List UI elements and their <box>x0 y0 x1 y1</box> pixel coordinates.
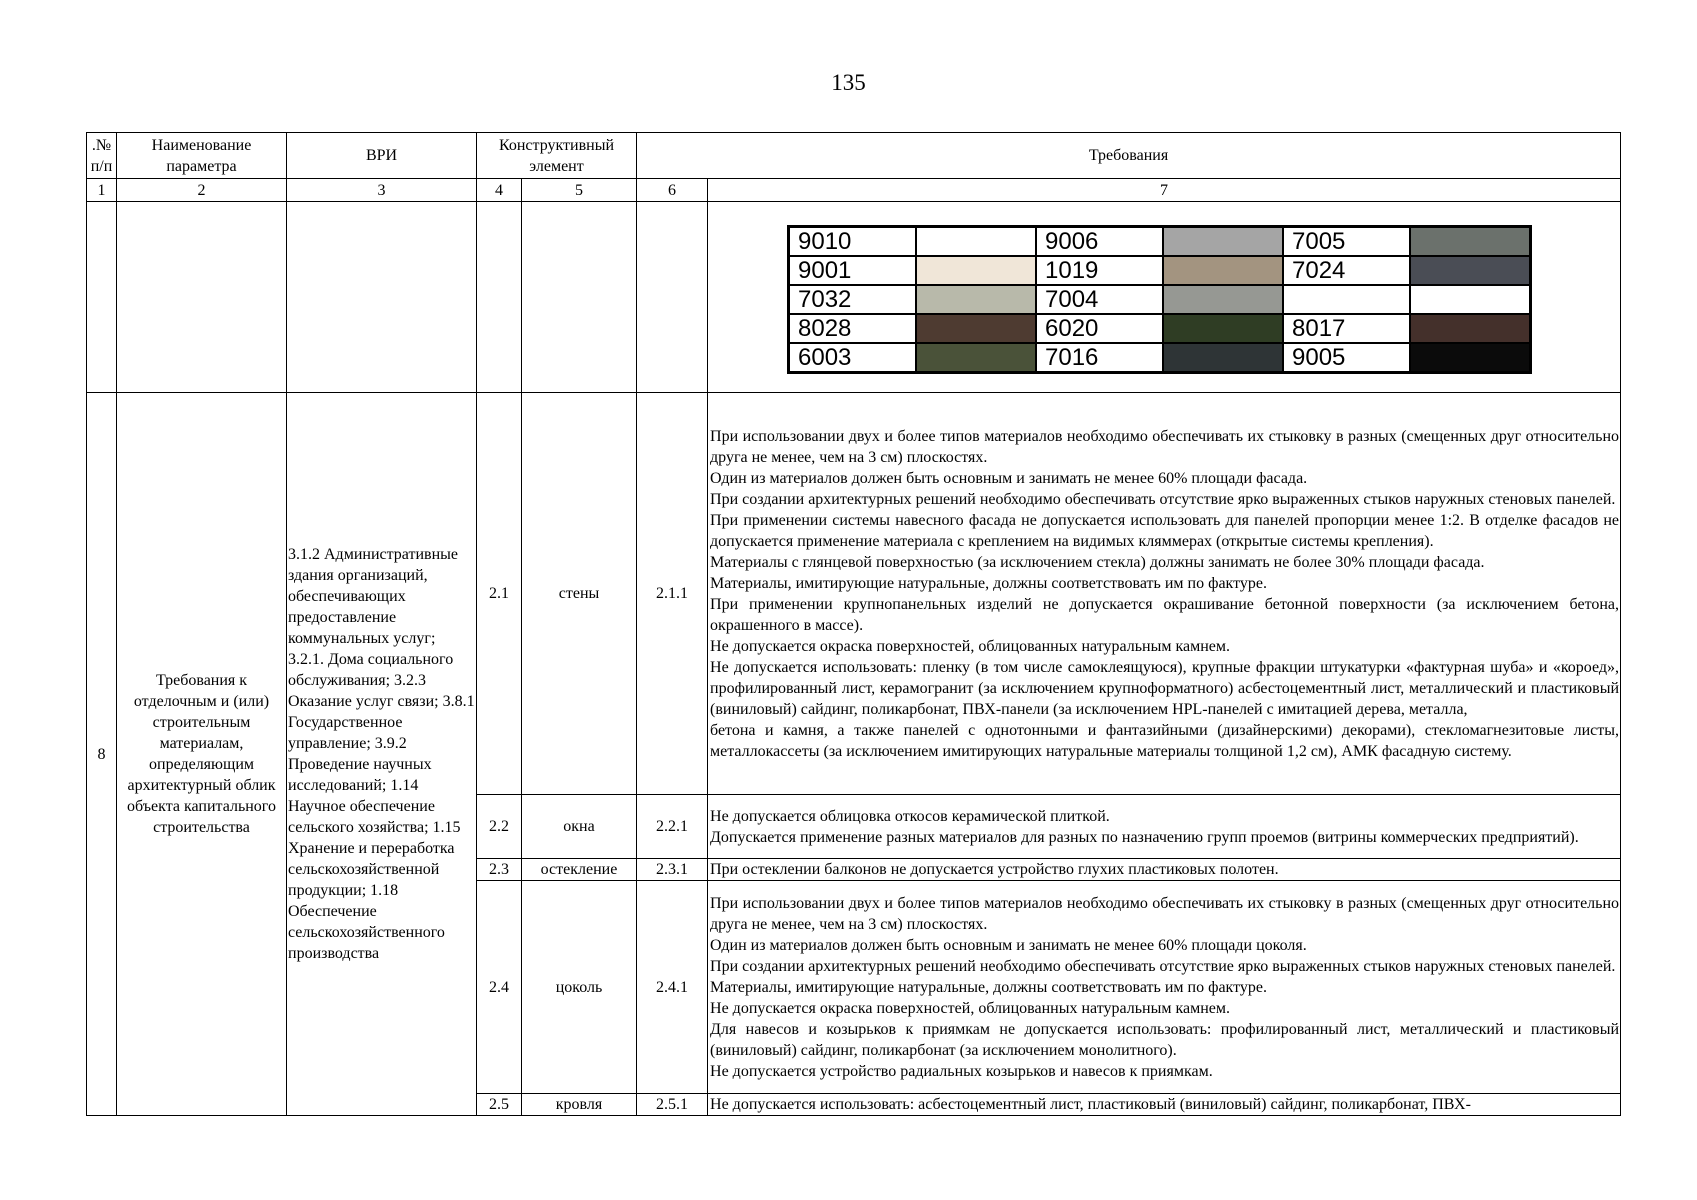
vri-list: 3.1.2 Административные здания организаций, обеспечивающих предоставление коммунальных услуг; 3.2.1. Дома социального обслуживания; 3.2.3 Оказание услуг связи; 3.8.1 Государственное управление; 3.9.2 Проведение научных исследований; 1.14 Научное обеспечение сельского хозяйства; 1.15 Хранение и переработка сельскохозяйственной продукции; 1.18 Обеспечение сельскохозяйственного производства <box>287 393 477 1116</box>
requirement-paragraph: При применении системы навесного фасада не допускается использовать для панелей пропорции менее 1:2. В отделке фасадов не допускается применение материала с креплением на видимых кляммерах (открытые системы крепления). <box>710 511 1620 550</box>
requirement-paragraph: При применении крупнопанельных изделий не допускается окрашивание бетонной поверхности (за исключением бетона, окрашенного в массе). <box>710 595 1620 634</box>
color-swatch <box>916 343 1036 373</box>
color-swatch <box>1163 314 1283 343</box>
requirement-paragraph: Один из материалов должен быть основным и занимать не менее 60% площади фасада. <box>710 469 1308 487</box>
requirement-paragraph: Не допускается устройство радиальных козырьков и навесов к приямкам. <box>710 1062 1213 1080</box>
color-swatch <box>1410 256 1531 285</box>
requirement-paragraph: При остеклении балконов не допускается устройство глухих пластиковых полотен. <box>710 861 1279 878</box>
requirement-paragraph: Не допускается облицовка откосов керамической плиткой. <box>710 807 1110 825</box>
ral-code: 9006 <box>1036 227 1163 257</box>
ral-row <box>789 343 1531 373</box>
ral-code: 6003 <box>789 343 917 373</box>
requirement-paragraph: При использовании двух и более типов материалов необходимо обеспечивать их стыковку в разных (смещенных друг относительно друга не менее, чем на 3 см) плоскостях. <box>710 427 1620 466</box>
requirement-paragraph: При создании архитектурных решений необходимо обеспечивать отсутствие ярко выраженных стыков наружных стеновых панелей. <box>710 490 1616 508</box>
requirement-code: 2.4.1 <box>637 881 708 1094</box>
ral-code <box>1283 285 1410 314</box>
ral-row <box>789 285 1531 314</box>
header-vri: ВРИ <box>287 133 477 179</box>
element-name: остекление <box>522 859 637 881</box>
column-number: 6 <box>637 179 708 202</box>
color-table-row <box>87 202 1621 393</box>
requirement-paragraph: При создании архитектурных решений необходимо обеспечивать отсутствие ярко выраженных стыков наружных стеновых панелей. <box>710 957 1616 975</box>
element-name: стены <box>522 393 637 795</box>
ral-code: 6020 <box>1036 314 1163 343</box>
requirement-paragraph: Материалы, имитирующие натуральные, должны соответствовать им по фактуре. <box>710 978 1267 996</box>
color-swatch <box>1163 285 1283 314</box>
color-swatch <box>1163 343 1283 373</box>
requirement-paragraph: Один из материалов должен быть основным и занимать не менее 60% площади цоколя. <box>710 936 1307 954</box>
requirement-text <box>708 393 1621 795</box>
requirement-code: 2.1.1 <box>637 393 708 795</box>
color-swatch <box>916 227 1036 257</box>
requirement-paragraph: Допускается применение разных материалов для разных по назначению групп проемов (витрины коммерческих предприятий). <box>710 828 1579 846</box>
requirement-text <box>708 1094 1621 1116</box>
element-code: 2.2 <box>477 795 522 859</box>
requirement-paragraph: Материалы, имитирующие натуральные, должны соответствовать им по фактуре. <box>710 574 1267 592</box>
ral-color-table <box>787 225 1532 374</box>
color-swatch <box>916 285 1036 314</box>
column-number: 3 <box>287 179 477 202</box>
ral-code: 8028 <box>789 314 917 343</box>
element-name: окна <box>522 795 637 859</box>
ral-code: 9005 <box>1283 343 1410 373</box>
column-number: 7 <box>708 179 1621 202</box>
empty-cell <box>117 202 287 393</box>
element-code: 2.1 <box>477 393 522 795</box>
requirement-paragraph: Материалы с глянцевой поверхностью (за исключением стекла) должны занимать не более 30% площади фасада. <box>710 553 1485 571</box>
ral-code: 7004 <box>1036 285 1163 314</box>
requirement-paragraph: Не допускается окраска поверхностей, облицованных натуральным камнем. <box>710 999 1231 1017</box>
column-numbers-row <box>87 179 1621 202</box>
ral-code: 9001 <box>789 256 917 285</box>
ral-code: 7016 <box>1036 343 1163 373</box>
header-row <box>87 133 1621 179</box>
color-swatch <box>1410 285 1531 314</box>
element-name: кровля <box>522 1094 637 1116</box>
empty-cell <box>477 202 522 393</box>
requirement-code: 2.5.1 <box>637 1094 708 1116</box>
ral-code: 7005 <box>1283 227 1410 257</box>
ral-code: 7024 <box>1283 256 1410 285</box>
ral-code: 8017 <box>1283 314 1410 343</box>
ral-code: 7032 <box>789 285 917 314</box>
requirement-paragraph: бетона и камня, а также панелей с однотонными и фантазийными (дизайнерскими) декорами), стекломагнезитовые листы, металлокассеты (за исключением имитирующих натуральные материалы толщиной 1,2 см), АМК фасадную систему. <box>710 721 1620 760</box>
ral-row <box>789 256 1531 285</box>
ral-row <box>789 227 1531 257</box>
ral-color-cell <box>708 202 1621 393</box>
page-number: 135 <box>831 70 866 95</box>
column-number: 2 <box>117 179 287 202</box>
color-swatch <box>1410 227 1531 257</box>
header-num: .№ п/п <box>87 133 117 179</box>
header-constructive-element: Конструктивный элемент <box>477 133 637 179</box>
requirement-paragraph: Не допускается окраска поверхностей, облицованных натуральным камнем. <box>710 637 1231 655</box>
header-requirements: Требования <box>637 133 1621 179</box>
ral-code: 1019 <box>1036 256 1163 285</box>
requirement-text <box>708 795 1621 859</box>
color-swatch <box>1410 314 1531 343</box>
requirement-paragraph: Для навесов и козырьков к приямкам не допускается использовать: профилированный лист, металлический и пластиковый (виниловый) сайдинг, поликарбонат (за исключением монолитного). <box>710 1020 1620 1059</box>
element-code: 2.4 <box>477 881 522 1094</box>
color-swatch <box>916 256 1036 285</box>
column-number: 5 <box>522 179 637 202</box>
requirement-paragraph: Не допускается использовать: пленку (в том числе самоклеящуюся), крупные фракции штукатурки «фактурная шуба» и «короед», профилированный лист, керамогранит (за исключением крупноформатного) асбестоцементный лист, металлический и пластиковый (виниловый) сайдинг, поликарбонат, ПВХ-панели (за исключением HPL-панелей с имитацией дерева, металла, <box>710 658 1620 718</box>
requirement-text <box>708 881 1621 1094</box>
requirement-paragraph: Не допускается использовать: асбестоцементный лист, пластиковый (виниловый) сайдинг, поликарбонат, ПВХ- <box>710 1096 1471 1113</box>
element-name: цоколь <box>522 881 637 1094</box>
empty-cell <box>87 202 117 393</box>
color-swatch <box>916 314 1036 343</box>
empty-cell <box>522 202 637 393</box>
param-name: Требования к отделочным и (или) строительным материалам, определяющим архитектурный облик объекта капитального строительства <box>117 393 287 1116</box>
element-code: 2.5 <box>477 1094 522 1116</box>
column-number: 4 <box>477 179 522 202</box>
empty-cell <box>287 202 477 393</box>
color-swatch <box>1163 256 1283 285</box>
requirements-table <box>86 132 1621 1116</box>
color-swatch <box>1163 227 1283 257</box>
requirement-paragraph: При использовании двух и более типов материалов необходимо обеспечивать их стыковку в разных (смещенных друг относительно друга не менее, чем на 3 см) плоскостях. <box>710 894 1620 933</box>
requirement-code: 2.3.1 <box>637 859 708 881</box>
ral-code: 9010 <box>789 227 917 257</box>
table-row <box>87 393 1621 795</box>
element-code: 2.3 <box>477 859 522 881</box>
column-number: 1 <box>87 179 117 202</box>
header-param-name: Наименование параметра <box>117 133 287 179</box>
requirement-code: 2.2.1 <box>637 795 708 859</box>
empty-cell <box>637 202 708 393</box>
row-number: 8 <box>87 393 117 1116</box>
color-swatch <box>1410 343 1531 373</box>
ral-row <box>789 314 1531 343</box>
requirement-text <box>708 859 1621 881</box>
